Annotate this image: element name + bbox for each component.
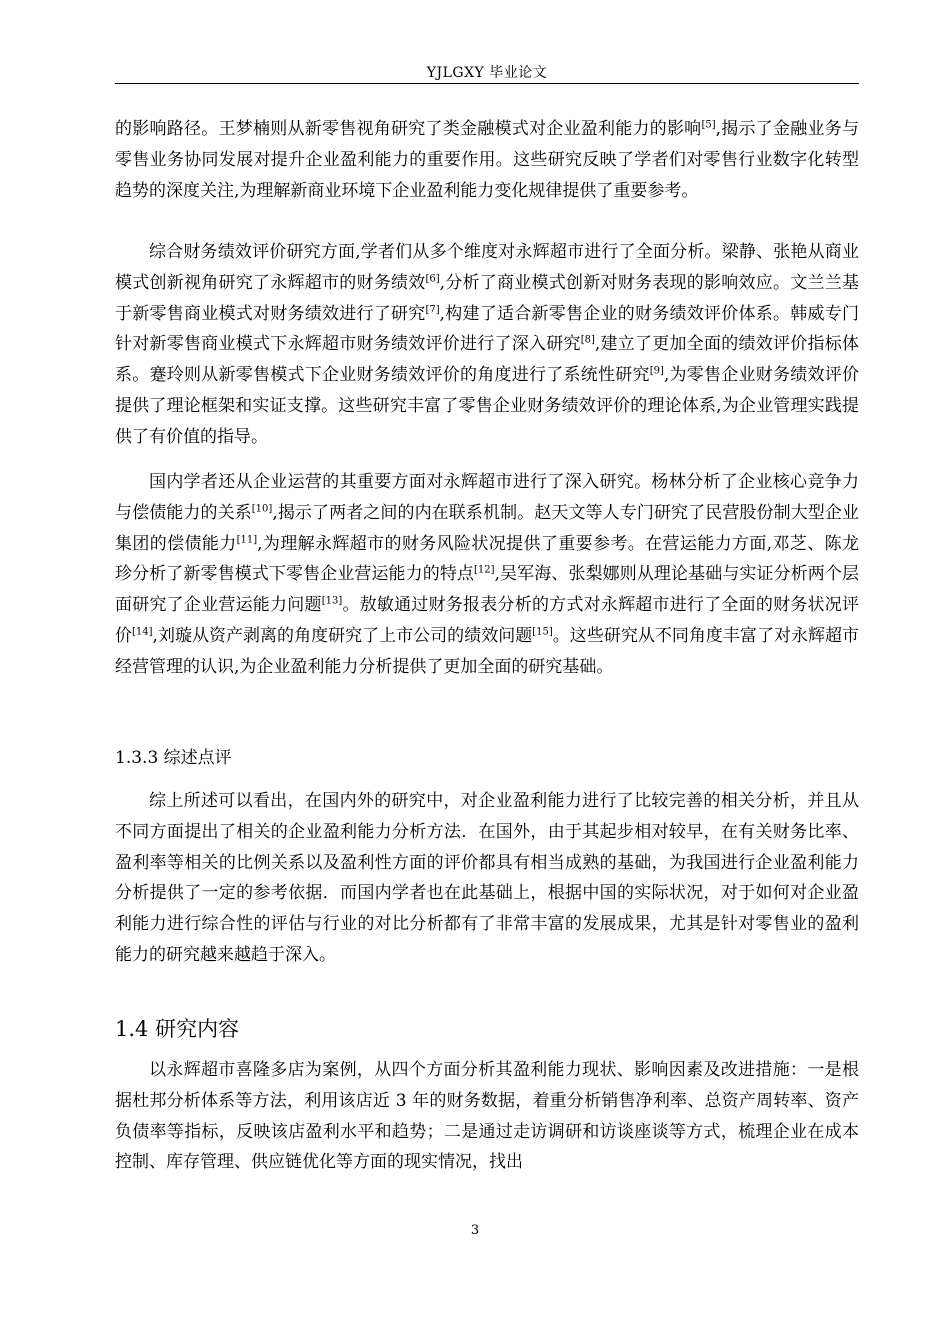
text-run: ,为零售企业财务绩效评价提供了理论框架和实证支撑。这些研究丰富了零售企业财务绩效评价的理论体系,为企业管理实践提供了有价值的指导。 — [115, 365, 860, 447]
citation-ref: [13] — [321, 595, 343, 607]
citation-ref: [14] — [132, 626, 153, 638]
page-header: YJLGXY 毕业论文 — [426, 65, 548, 81]
citation-ref: [12] — [474, 564, 495, 576]
text-run: ,刘璇从资产剥离的角度研究了上市公司的绩效问题 — [152, 625, 533, 646]
citation-ref: [11] — [236, 533, 258, 545]
body-paragraph: 以永辉超市喜隆多店为案例，从四个方面分析其盈利能力现状、影响因素及改进措施：一是根据杜邦分析体系等方法，利用该店近 3 年的财务数据，着重分析销售净利率、总资产周转率、资产负债率等指标，反映该店盈利水平和趋势；二是通过走访调研和访谈座谈等方式，梳理企业在成本控制、库存管理、供应链优化等方面的现实情况，找出 — [115, 1060, 859, 1173]
text-run: ,构建了适合新零售企业的财务绩效评价体系。韩威专门针对新零售商业模式下永辉超市财务绩效评价进行了深入研究 — [115, 303, 859, 355]
section-heading-1-3-3: 1.3.3 综述点评 — [115, 748, 232, 768]
body-paragraph — [115, 237, 859, 453]
citation-ref: [10] — [251, 503, 273, 515]
text-run: 。这些研究从不同角度丰富了对永辉超市经营管理的认识,为企业盈利能力分析提供了更加全面的研究基础。 — [115, 625, 860, 677]
text-run: ,揭示了两者之间的内在联系机制。赵天文等人专门研究了民营股份制大型企业集团的偿债能力 — [115, 502, 860, 554]
section-heading-1-4: 1.4 研究内容 — [115, 1017, 240, 1041]
paragraph-operations — [115, 467, 859, 683]
paragraph-continued — [115, 114, 859, 206]
text-run: 国内学者还从企业运营的其重要方面对永辉超市进行了深入研究。杨林分析了企业核心竞争力与偿债能力的关系 — [115, 472, 859, 523]
text-run: 综合财务绩效评价研究方面,学者们从多个维度对永辉超市进行了全面分析。梁静、张艳从商业模式创新视角研究了永辉超市的财务绩效 — [115, 242, 859, 293]
paragraph-review — [115, 786, 859, 971]
citation-ref: [7] — [425, 303, 440, 315]
citation-ref: [9] — [649, 365, 664, 377]
text-run: ,建立了更加全面的绩效评价指标体系。蹇玲则从新零售模式下企业财务绩效评价的角度进行了系统性研究 — [115, 334, 860, 386]
header-rule — [115, 83, 859, 84]
body-paragraph — [115, 114, 859, 206]
citation-ref: [6] — [425, 273, 440, 285]
text-run: 。敖敏通过财务报表分析的方式对永辉超市进行了全面的财务状况评价 — [115, 595, 860, 646]
text-run: ,吴军海、张梨娜则从理论基础与实证分析两个层面研究了企业营运能力问题 — [115, 564, 859, 616]
citation-ref: [5] — [701, 119, 716, 131]
body-paragraph: 综上所述可以看出，在国内外的研究中，对企业盈利能力进行了比较完善的相关分析，并且从不同方面提出了相关的企业盈利能力分析方法．在国外，由于其起步相对较早，在有关财务比率、盈利率等相关的比例关系以及盈利性方面的评价都具有相当成熟的基础，为我国进行企业盈利能力分析提供了一定的参考依据．而国内学者也在此基础上，根据中国的实际状况，对于如何对企业盈利能力进行综合性的评估与行业的对比分析都有了非常丰富的发展成果，尤其是针对零售业的盈利能力的研究越来越趋于深入。 — [115, 791, 859, 965]
paragraph-research-content — [115, 1055, 859, 1178]
body-paragraph — [115, 467, 859, 683]
text-run: ,为理解永辉超市的财务风险状况提供了重要参考。在营运能力方面,邓芝、陈龙珍分析了新零售模式下零售企业营运能力的特点 — [115, 533, 859, 585]
page-number: 3 — [470, 1223, 480, 1238]
text-run: ,揭示了金融业务与零售业务协同发展对提升企业盈利能力的重要作用。这些研究反映了学者们对零售行业数字化转型趋势的深度关注,为理解新商业环境下企业盈利能力变化规律提供了重要参考。 — [115, 119, 859, 201]
citation-ref: [15] — [532, 626, 553, 638]
text-run: 的影响路径。王梦楠则从新零售视角研究了类金融模式对企业盈利能力的影响 — [115, 119, 702, 139]
citation-ref: [8] — [580, 334, 595, 346]
paragraph-financial-performance — [115, 237, 859, 453]
text-run: ,分析了商业模式创新对财务表现的影响效应。文兰兰基于新零售商业模式对财务绩效进行了研究 — [115, 272, 859, 324]
